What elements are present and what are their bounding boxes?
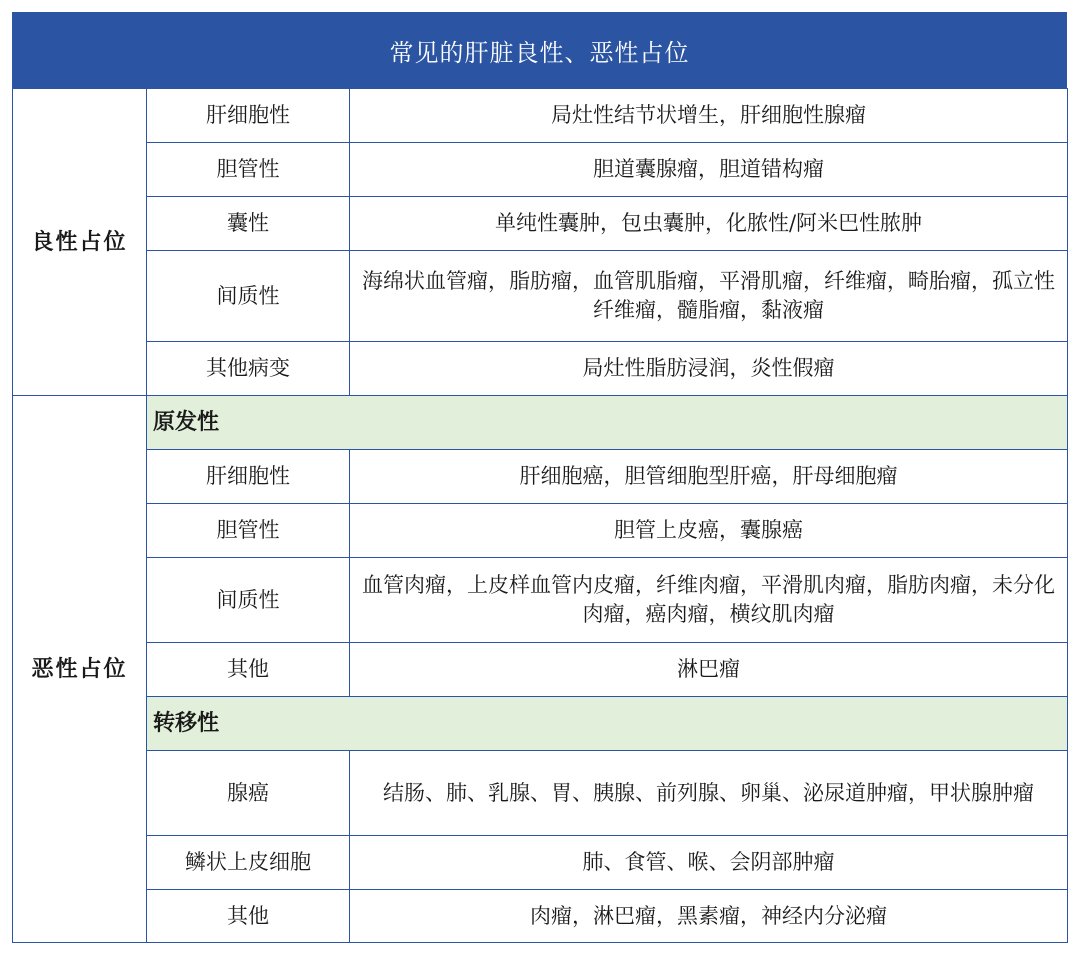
examples-cell: 局灶性脂肪浸润，炎性假瘤 (350, 342, 1068, 396)
table-row (13, 751, 1068, 836)
lesion-classification-table (12, 88, 1068, 943)
examples-cell: 海绵状血管瘤，脂肪瘤，血管肌脂瘤，平滑肌瘤，纤维瘤，畸胎瘤，孤立性纤维瘤，髓脂瘤，黏液瘤 (350, 251, 1068, 342)
examples-cell: 淋巴瘤 (350, 643, 1068, 697)
category-cell: 腺癌 (147, 751, 350, 836)
table-row (13, 396, 1068, 450)
table-row (13, 197, 1068, 251)
table-row (13, 143, 1068, 197)
category-cell: 肝细胞性 (147, 450, 350, 504)
category-cell: 肝细胞性 (147, 89, 350, 143)
examples-cell: 单纯性囊肿，包虫囊肿，化脓性/阿米巴性脓肿 (350, 197, 1068, 251)
table-title: 常见的肝脏良性、恶性占位 (12, 12, 1067, 88)
category-cell: 其他 (147, 643, 350, 697)
category-cell: 胆管性 (147, 504, 350, 558)
category-cell: 其他 (147, 890, 350, 943)
category-cell: 其他病变 (147, 342, 350, 396)
examples-cell: 血管肉瘤，上皮样血管内皮瘤，纤维肉瘤，平滑肌肉瘤，脂肪肉瘤，未分化肉瘤，癌肉瘤，横纹肌肉瘤 (350, 558, 1068, 643)
malignant-group-label: 恶性占位 (13, 396, 147, 943)
table-row (13, 251, 1068, 342)
benign-group-label: 良性占位 (13, 89, 147, 396)
primary-subheader: 原发性 (147, 396, 1068, 450)
examples-cell: 肺、食管、喉、会阴部肿瘤 (350, 836, 1068, 890)
table-row (13, 89, 1068, 143)
examples-cell: 结肠、肺、乳腺、胃、胰腺、前列腺、卵巢、泌尿道肿瘤，甲状腺肿瘤 (350, 751, 1068, 836)
examples-cell: 肝细胞癌，胆管细胞型肝癌，肝母细胞瘤 (350, 450, 1068, 504)
category-cell: 鳞状上皮细胞 (147, 836, 350, 890)
table-row (13, 342, 1068, 396)
table-row (13, 697, 1068, 751)
examples-cell: 局灶性结节状增生，肝细胞性腺瘤 (350, 89, 1068, 143)
liver-lesion-table (12, 12, 1067, 945)
examples-cell: 胆道囊腺瘤，胆道错构瘤 (350, 143, 1068, 197)
category-cell: 胆管性 (147, 143, 350, 197)
examples-cell: 胆管上皮癌，囊腺癌 (350, 504, 1068, 558)
category-cell: 间质性 (147, 558, 350, 643)
table-row (13, 450, 1068, 504)
table-row (13, 836, 1068, 890)
metastatic-subheader: 转移性 (147, 697, 1068, 751)
examples-cell: 肉瘤，淋巴瘤，黑素瘤，神经内分泌瘤 (350, 890, 1068, 943)
table-row (13, 643, 1068, 697)
table-row (13, 504, 1068, 558)
table-row (13, 890, 1068, 943)
table-row (13, 558, 1068, 643)
category-cell: 囊性 (147, 197, 350, 251)
category-cell: 间质性 (147, 251, 350, 342)
